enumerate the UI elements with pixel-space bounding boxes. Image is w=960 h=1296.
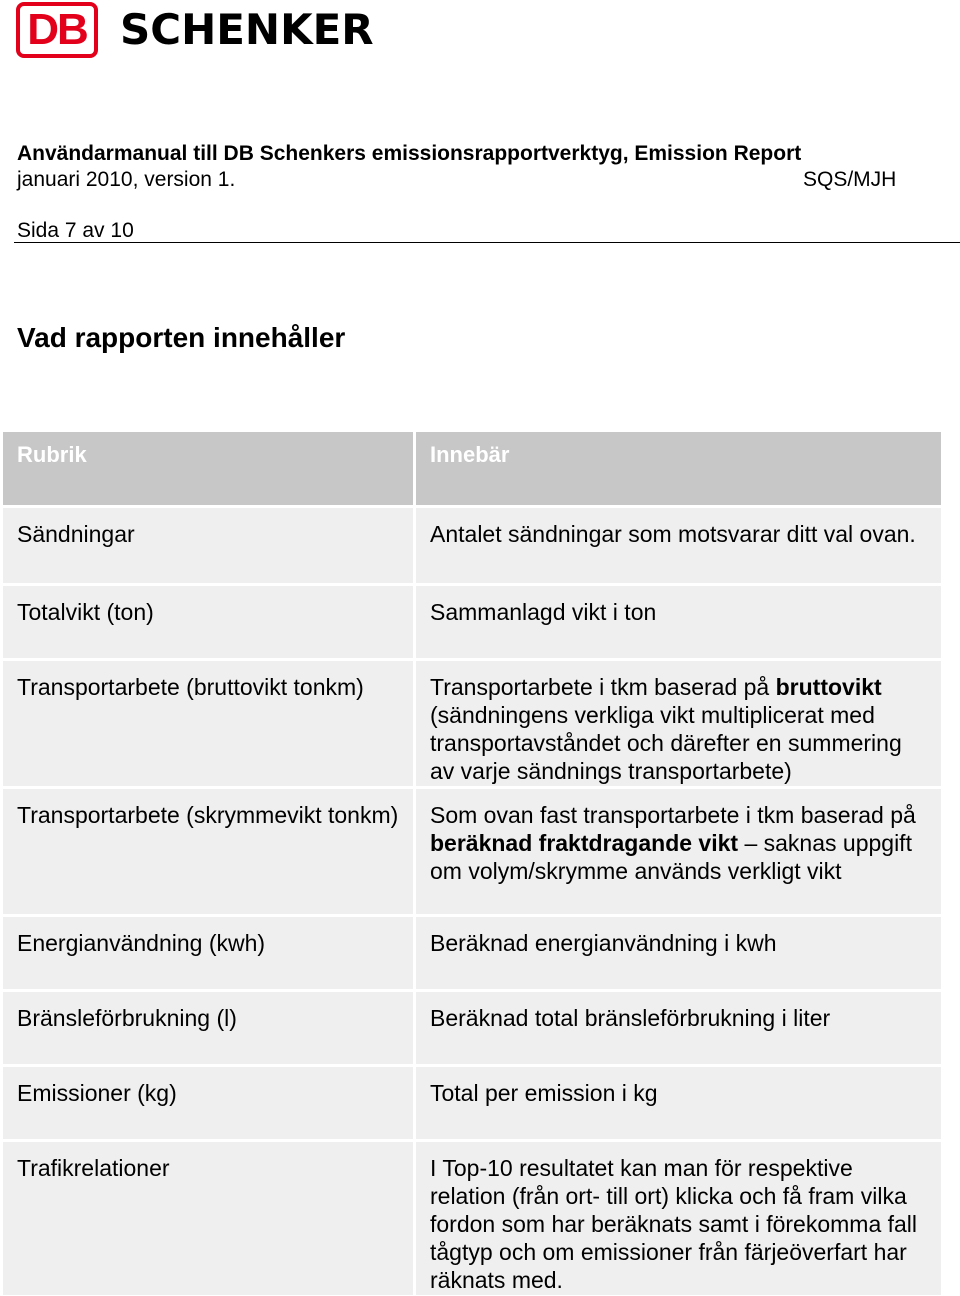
row-rubrik: Totalvikt (ton) xyxy=(3,586,413,658)
db-logo-text: DB xyxy=(27,5,87,54)
column-header-rubrik: Rubrik xyxy=(3,432,413,505)
row-rubrik: Energianvändning (kwh) xyxy=(3,917,413,989)
row-innebar-text: – saknas uppgift om volym/skrymme används verkligt vikt xyxy=(430,830,912,884)
row-innebar-emphasis: beräknad fraktdragande vikt xyxy=(430,830,739,856)
table-row xyxy=(3,1067,941,1139)
report-contents-table xyxy=(3,432,941,1295)
document-author: SQS/MJH xyxy=(803,168,897,191)
row-innebar: Antalet sändningar som motsvarar ditt val ovan. xyxy=(416,508,941,583)
row-innebar: I Top-10 resultatet kan man för respektive relation (från ort- till ort) klicka och få fram vilka fordon som har beräknats samt i förekomma fall tågtyp och om emissioner från färjeöverfart har räknats med. xyxy=(416,1142,941,1295)
table-row xyxy=(3,1142,941,1295)
table-row xyxy=(3,917,941,989)
section-title: Vad rapporten innehåller xyxy=(17,322,346,353)
db-schenker-logo xyxy=(16,2,374,58)
row-rubrik: Trafikrelationer xyxy=(3,1142,413,1295)
row-rubrik: Transportarbete (skrymmevikt tonkm) xyxy=(3,789,413,914)
table-row xyxy=(3,586,941,658)
table-header-row xyxy=(3,432,941,505)
row-innebar-text: Som ovan fast transportarbete i tkm baserad på xyxy=(430,802,916,828)
table-row xyxy=(3,789,941,914)
schenker-wordmark: SCHENKER xyxy=(120,5,374,54)
row-rubrik: Sändningar xyxy=(3,508,413,583)
row-rubrik: Emissioner (kg) xyxy=(3,1067,413,1139)
document-title: Användarmanual till DB Schenkers emissionsrapportverktyg, Emission Report xyxy=(17,142,802,165)
row-innebar-text: (sändningens verkliga vikt multiplicerat med transportavståndet och därefter en summering av varje sändnings transportarbete) xyxy=(430,702,902,784)
header-divider xyxy=(14,242,960,243)
row-rubrik: Transportarbete (bruttovikt tonkm) xyxy=(3,661,413,786)
page-number: Sida 7 av 10 xyxy=(17,219,134,242)
table-row xyxy=(3,661,941,786)
table-row xyxy=(3,508,941,583)
table-row xyxy=(3,992,941,1064)
row-innebar: Total per emission i kg xyxy=(416,1067,941,1139)
row-rubrik: Bränsleförbrukning (l) xyxy=(3,992,413,1064)
row-innebar xyxy=(416,661,941,786)
row-innebar xyxy=(416,789,941,914)
row-innebar: Beräknad total bränsleförbrukning i liter xyxy=(416,992,941,1064)
row-innebar: Sammanlagd vikt i ton xyxy=(416,586,941,658)
db-logo-mark xyxy=(16,2,98,58)
document-version: januari 2010, version 1. xyxy=(17,168,236,191)
row-innebar-emphasis: bruttovikt xyxy=(775,674,882,700)
row-innebar: Beräknad energianvändning i kwh xyxy=(416,917,941,989)
row-innebar-text: Transportarbete i tkm baserad på xyxy=(430,674,776,700)
column-header-innebar: Innebär xyxy=(416,432,941,505)
